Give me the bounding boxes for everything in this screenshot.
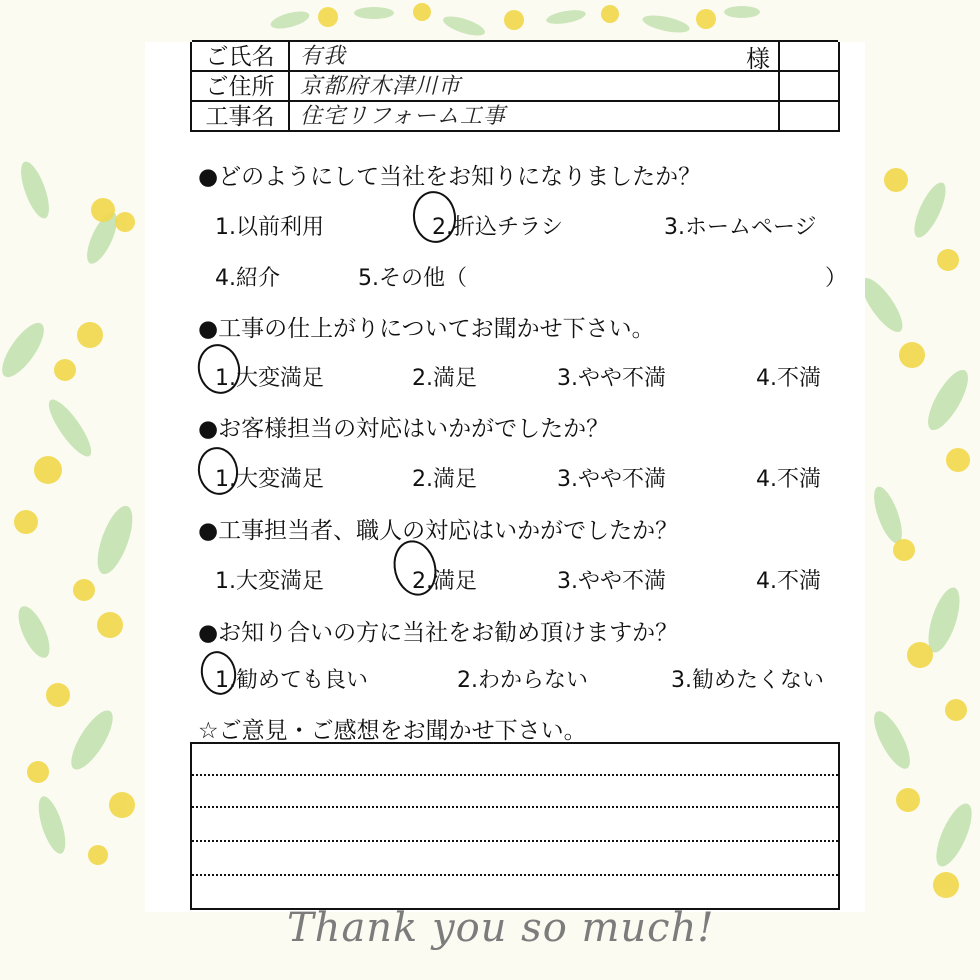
address-label: ご住所 — [192, 72, 290, 102]
floral-decoration-right — [862, 150, 980, 910]
name-extra-cell — [778, 42, 838, 72]
comment-line-1 — [192, 774, 838, 776]
project-extra-cell — [778, 102, 838, 132]
q1-option-1[interactable]: 1.以前利用 — [215, 215, 324, 240]
comment-line-2 — [192, 806, 838, 808]
q2-option-4[interactable]: 4.不満 — [756, 366, 821, 391]
q4-option-2[interactable]: 2.満足 — [412, 569, 477, 594]
q3-option-2[interactable]: 2.満足 — [412, 467, 477, 492]
q4-option-4[interactable]: 4.不満 — [756, 569, 821, 594]
comments-box[interactable] — [190, 742, 840, 910]
question-3: ●お客様担当の対応はいかがでしたか？ — [198, 416, 610, 442]
question-5: ●お知り合いの方に当社をお勧め頂けますか？ — [198, 620, 679, 646]
question-2: ●工事の仕上がりについてお聞かせ下さい。 — [198, 316, 655, 342]
q3-option-3[interactable]: 3.やや不満 — [557, 467, 666, 492]
question-4: ●工事担当者、職人の対応はいかがでしたか？ — [198, 518, 679, 544]
customer-info-table — [190, 42, 840, 132]
q5-option-2[interactable]: 2.わからない — [457, 668, 588, 693]
q5-option-1[interactable]: 1.勧めても良い — [215, 668, 368, 693]
name-suffix: 様 — [746, 45, 770, 73]
q2-option-3[interactable]: 3.やや不満 — [557, 366, 666, 391]
floral-decoration-top — [250, 0, 770, 42]
floral-decoration-left — [0, 120, 145, 880]
q4-option-3[interactable]: 3.やや不満 — [557, 569, 666, 594]
q1-option-5-close: ） — [825, 266, 848, 291]
q4-option-1[interactable]: 1.大変満足 — [215, 569, 324, 594]
name-row — [192, 40, 838, 72]
comment-line-3 — [192, 840, 838, 842]
q1-option-2[interactable]: 2.折込チラシ — [432, 215, 563, 240]
project-row — [192, 100, 838, 132]
q1-option-3[interactable]: 3.ホームページ — [664, 215, 817, 240]
q3-option-4[interactable]: 4.不満 — [756, 467, 821, 492]
project-label: 工事名 — [192, 102, 290, 132]
thank-you-message: Thank you so much! — [287, 905, 715, 951]
comment-line-4 — [192, 874, 838, 876]
address-row — [192, 70, 838, 102]
comments-label: ☆ご意見・ご感想をお聞かせ下さい。 — [198, 718, 587, 744]
q2-option-2[interactable]: 2.満足 — [412, 366, 477, 391]
q1-option-4[interactable]: 4.紹介 — [215, 266, 280, 291]
project-value: 住宅リフォーム工事 — [300, 104, 506, 129]
q3-option-1[interactable]: 1.大変満足 — [215, 467, 324, 492]
question-1: ●どのようにして当社をお知りになりましたか？ — [198, 164, 702, 190]
address-extra-cell — [778, 72, 838, 102]
name-value: 有我 — [300, 44, 347, 69]
q2-option-1[interactable]: 1.大変満足 — [215, 366, 324, 391]
q1-option-5[interactable]: 5.その他（ — [358, 266, 467, 291]
name-label: ご氏名 — [192, 42, 290, 72]
address-value: 京都府木津川市 — [300, 74, 462, 99]
q5-option-3[interactable]: 3.勧めたくない — [671, 668, 824, 693]
